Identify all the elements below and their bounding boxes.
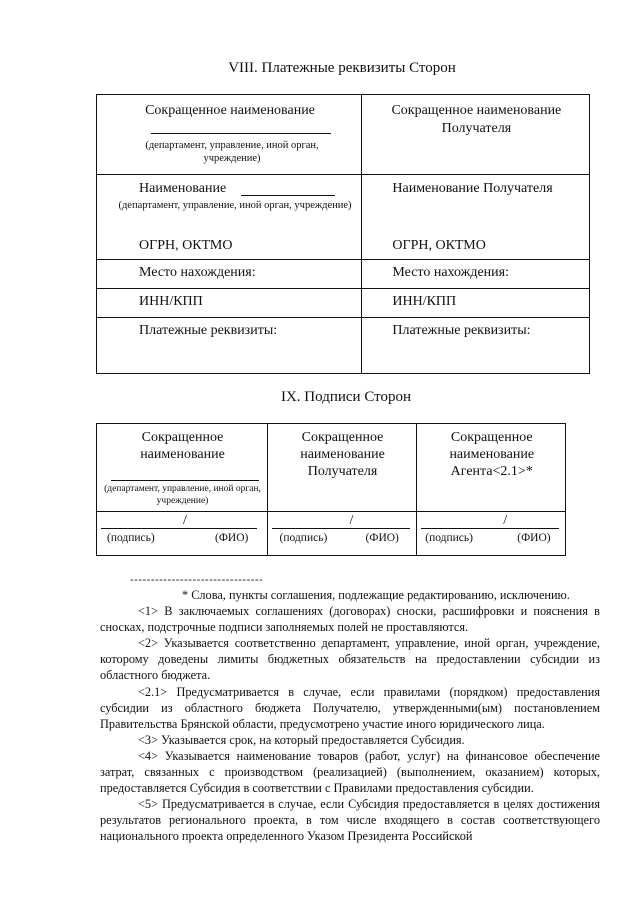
footnote-4: <4> Указывается наименование товаров (работ, услуг) на финансовое обеспечение затрат, связанных с производством (реализацией) (выполнением, оказанием) которых, предоставляется Субсидия в соответствии с Правилами предоставления субсидии. bbox=[100, 748, 600, 796]
footnote-1: <1> В заключаемых соглашениях (договорах) сноски, расшифровки и пояснения в сносках, подстрочные подписи заполняемых полей не проставляются. bbox=[100, 604, 600, 635]
left-payment: Платежные реквизиты: bbox=[139, 323, 278, 338]
footnote-5: <5> Предусматривается в случае, если Субсидия предоставляется в целях достижения результатов регионального проекта, в том числе входящего в состав соответствующего национального проекта определенного Указом Президента Российской bbox=[100, 797, 600, 844]
footnote-3: <3> Указывается срок, на который предоставляется Субсидия. bbox=[138, 732, 465, 747]
col1-line1: Сокращенное bbox=[141, 430, 224, 445]
right-short-name-2: Получателя bbox=[441, 121, 512, 136]
right-name-label: Наименование Получателя bbox=[392, 181, 553, 196]
payment-details-table bbox=[96, 94, 590, 374]
col3-slash: / bbox=[503, 513, 508, 528]
left-location: Место нахождения: bbox=[139, 265, 256, 280]
col1-line2: наименование bbox=[140, 447, 225, 462]
footnote-asterisk: * Слова, пункты соглашения, подлежащие редактированию, исключению. bbox=[182, 588, 570, 602]
footnote-separator: -------------------------------- bbox=[130, 574, 264, 586]
right-ogrn: ОГРН, ОКТМО bbox=[392, 238, 486, 253]
col2-sign-line bbox=[272, 528, 410, 529]
col2-sign-label: (подпись) bbox=[279, 532, 328, 544]
col2-slash: / bbox=[349, 513, 354, 528]
col3-sign-label: (подпись) bbox=[425, 532, 473, 544]
left-ogrn: ОГРН, ОКТМО bbox=[139, 238, 233, 253]
right-short-name-1: Сокращенное наименование bbox=[391, 103, 562, 118]
col2-line1: Сокращенное bbox=[301, 430, 384, 445]
right-location: Место нахождения: bbox=[392, 265, 509, 280]
col3-sign-line bbox=[421, 528, 559, 529]
signatures-table bbox=[96, 423, 566, 556]
left-name-note: (департамент, управление, иной орган, учреждение) bbox=[118, 200, 352, 211]
col2-line2: наименование bbox=[300, 447, 385, 462]
left-short-name-line bbox=[151, 133, 331, 134]
col1-note: (департамент, управление, иной орган, учреждение) bbox=[104, 484, 261, 506]
footnote-2: <2> Указывается соответственно департамент, управление, иной орган, учреждение, которому доведены лимиты бюджетных обязательств на предоставлении субсидии из областного бюджета. bbox=[100, 636, 600, 683]
col3-line2: наименование bbox=[449, 447, 535, 462]
footnotes-block bbox=[100, 587, 600, 845]
col1-sign-label: (подпись) bbox=[107, 532, 155, 544]
right-payment: Платежные реквизиты: bbox=[392, 323, 531, 338]
col3-line3: Агента<2.1>* bbox=[450, 464, 533, 479]
col3-fio-label: (ФИО) bbox=[517, 532, 551, 544]
right-inn: ИНН/КПП bbox=[392, 294, 457, 309]
col1-slash: / bbox=[183, 513, 187, 528]
left-short-name-note: (департамент, управление, иной орган, учреждение) bbox=[145, 140, 319, 164]
col1-sign-line bbox=[101, 528, 257, 529]
col1-fio-label: (ФИО) bbox=[215, 532, 249, 544]
left-inn: ИНН/КПП bbox=[139, 294, 203, 309]
section-9-title: IX. Подписи Сторон bbox=[280, 389, 412, 405]
left-name-label: Наименование bbox=[139, 181, 227, 196]
col2-line3: Получателя bbox=[307, 464, 378, 479]
section-8-title: VIII. Платежные реквизиты Сторон bbox=[228, 60, 456, 76]
left-short-name: Сокращенное наименование bbox=[145, 103, 315, 118]
left-name-line bbox=[241, 195, 335, 196]
col1-name-line bbox=[111, 480, 259, 481]
col3-line1: Сокращенное bbox=[450, 430, 533, 445]
col2-fio-label: (ФИО) bbox=[365, 532, 399, 544]
footnote-2-1: <2.1> Предусматривается в случае, если правилами (порядком) предоставления субсидии из областного бюджета Получателю, утвержденными(ым) постановлением Правительства Брянской области, предусмотрено участие иного юридического лица. bbox=[100, 684, 600, 731]
